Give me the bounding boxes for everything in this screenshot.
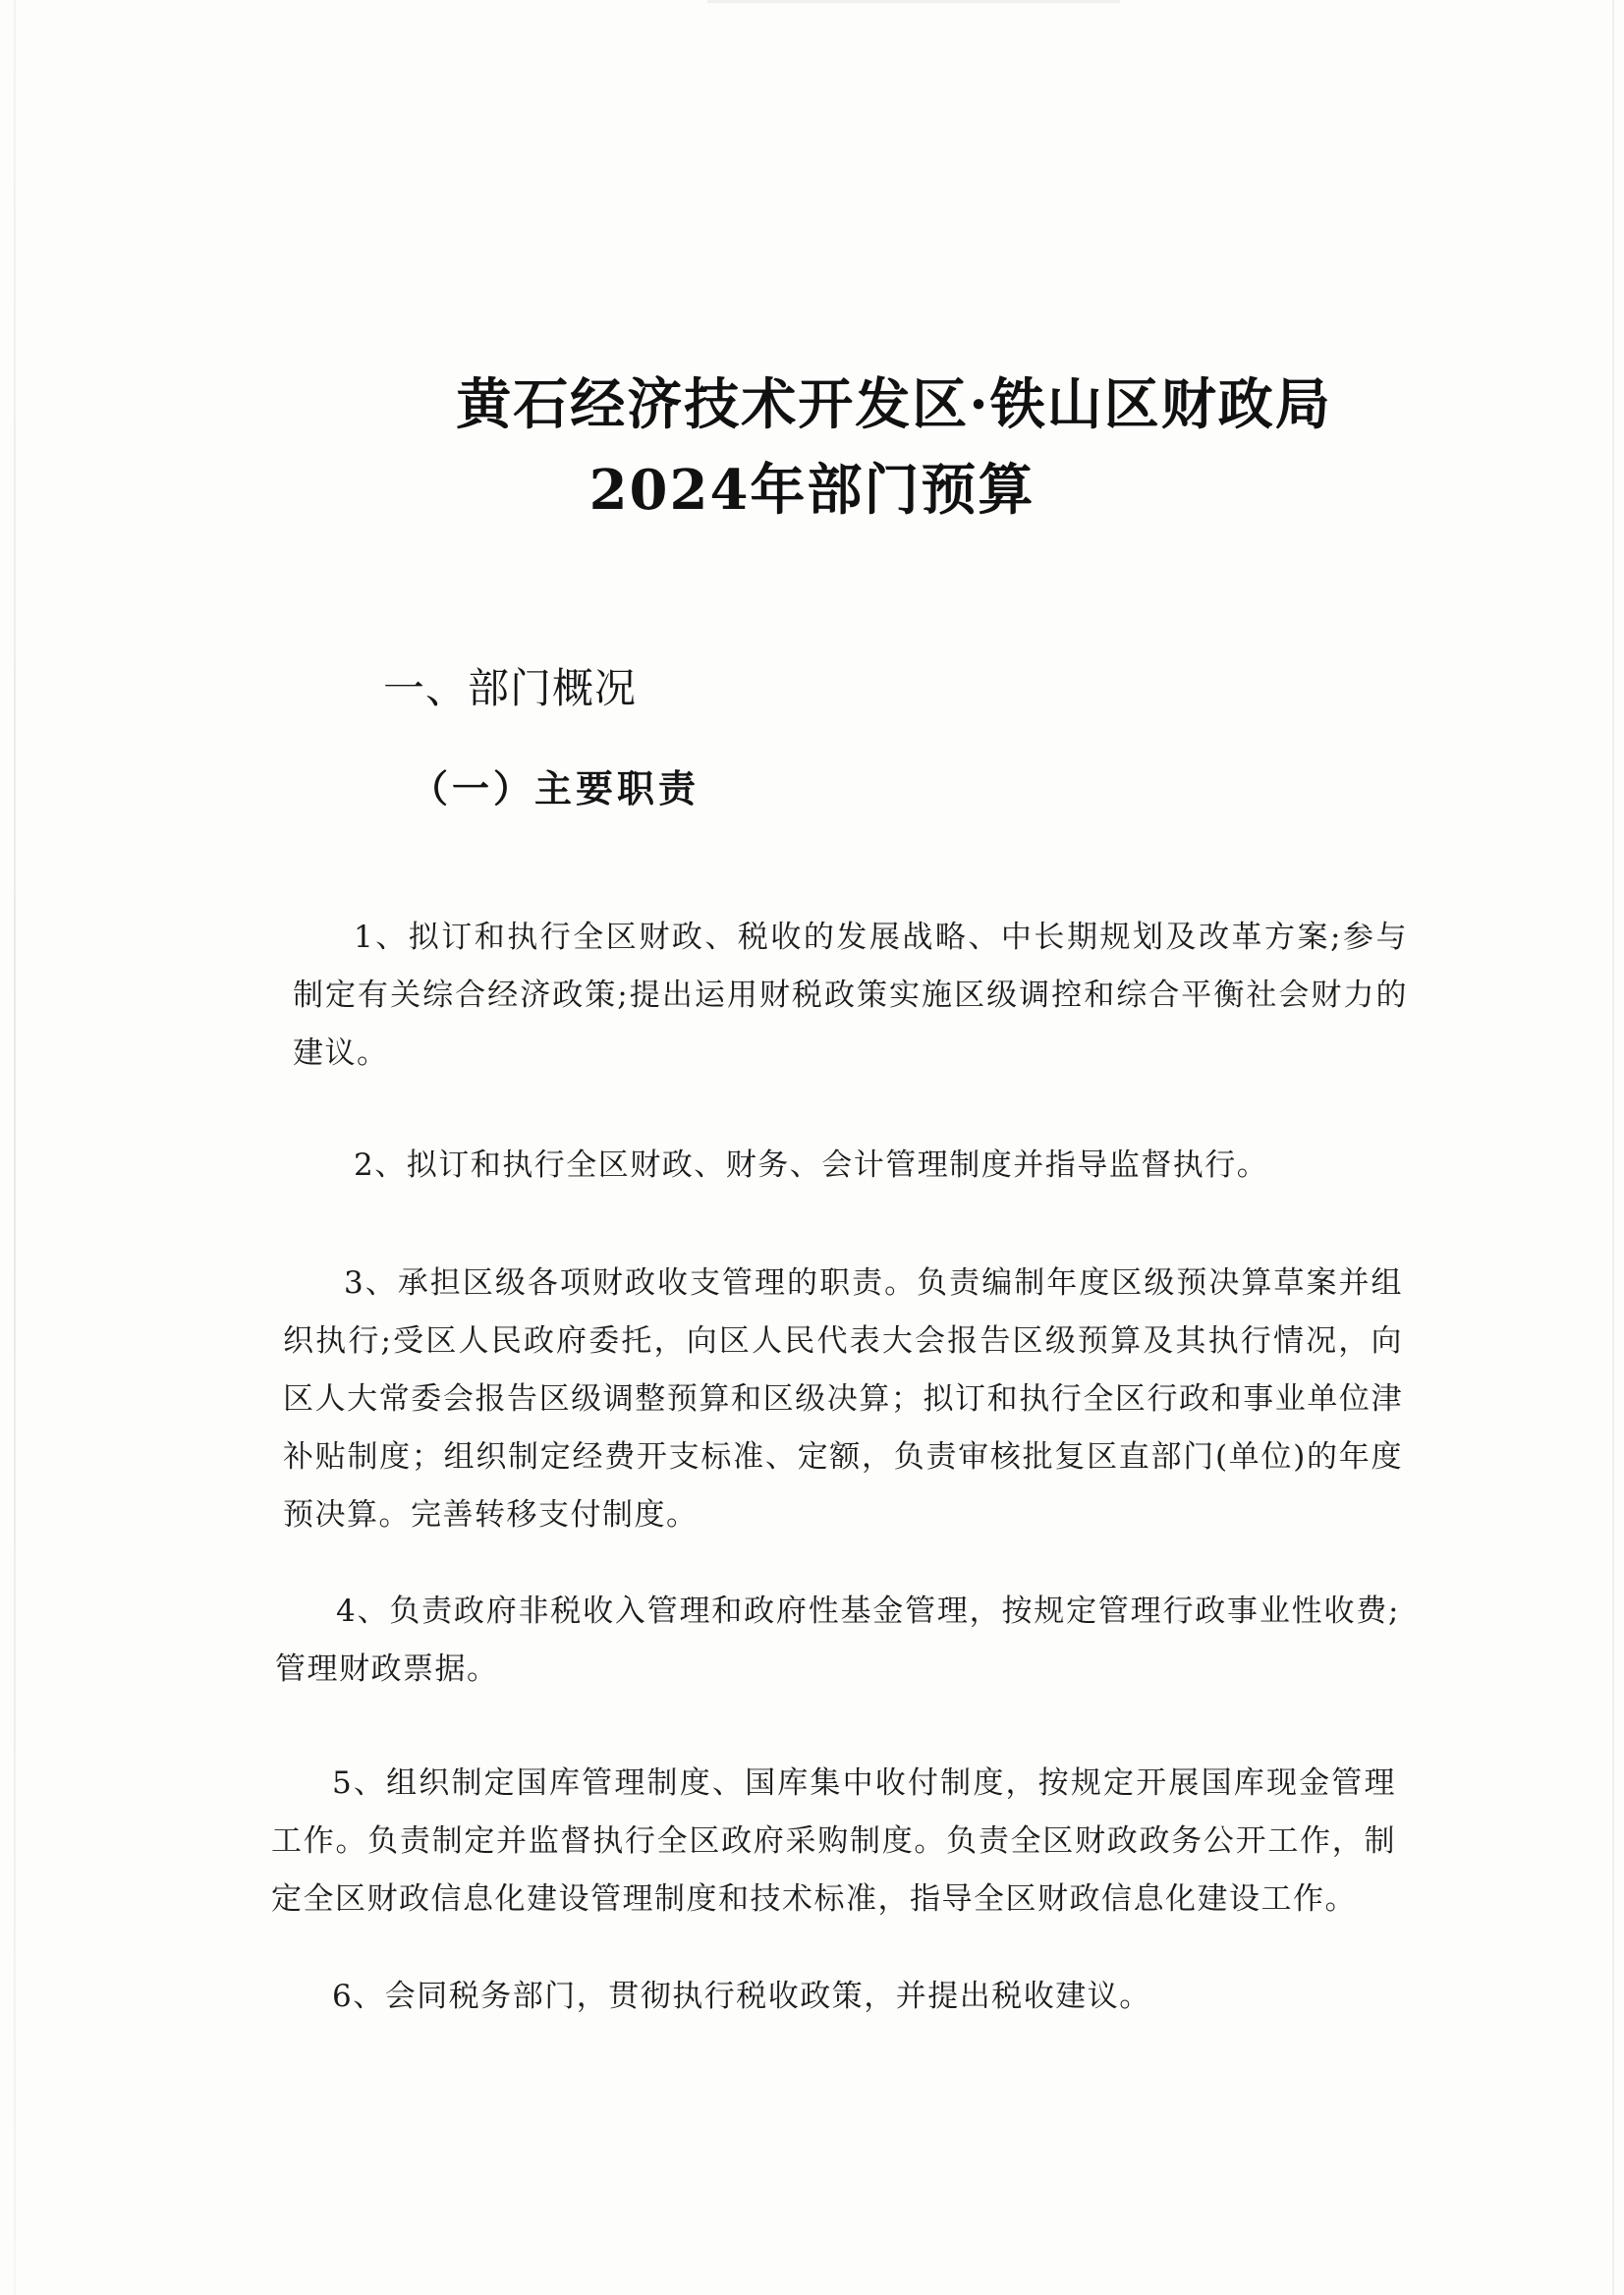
scan-edge-left — [14, 0, 16, 2295]
duty-paragraph-6: 6、会同税务部门，贯彻执行税收政策，并提出税收建议。 — [332, 1979, 1151, 2014]
duty-paragraph-3: 3、承担区级各项财政收支管理的职责。负责编制年度区级预决算草案并组织执行;受区人民政府委托，向区人民代表大会报告区级预算及其执行情况，向区人大常委会报告区级调整预算和区级决算；拟订和执行全区行政和事业单位津补贴制度；组织制定经费开支标准、定额，负责审核批复区直部门(单位)的年度预决算。完善转移支付制度。 — [283, 1265, 1403, 1533]
duty-paragraph-4: 4、负责政府非税收入管理和政府性基金管理，按规定管理行政事业性收费;管理财政票据。 — [275, 1594, 1400, 1687]
document-title-line2: 2024年部门预算 — [588, 458, 1036, 523]
scan-top-mark — [707, 0, 1120, 3]
duty-paragraph-5: 5、组织制定国库管理制度、国库集中收付制度，按规定开展国库现金管理工作。负责制定并监督执行全区政府采购制度。负责全区财政政务公开工作，制定全区财政信息化建设管理制度和技术标准，指导全区财政信息化建设工作。 — [271, 1765, 1396, 1917]
duty-paragraph-2: 2、拟订和执行全区财政、财务、会计管理制度并指导监督执行。 — [354, 1148, 1269, 1183]
section-heading-overview: 一、部门概况 — [383, 664, 638, 712]
document-title-line1: 黄石经济技术开发区·铁山区财政局 — [456, 372, 1332, 437]
subsection-heading-main-duties: （一）主要职责 — [411, 766, 700, 811]
duty-paragraph-1: 1、拟订和执行全区财政、税收的发展战略、中长期规划及改革方案;参与制定有关综合经济政策;提出运用财税政策实施区级调控和综合平衡社会财力的建议。 — [293, 920, 1408, 1071]
scan-edge-right — [1612, 0, 1614, 2295]
